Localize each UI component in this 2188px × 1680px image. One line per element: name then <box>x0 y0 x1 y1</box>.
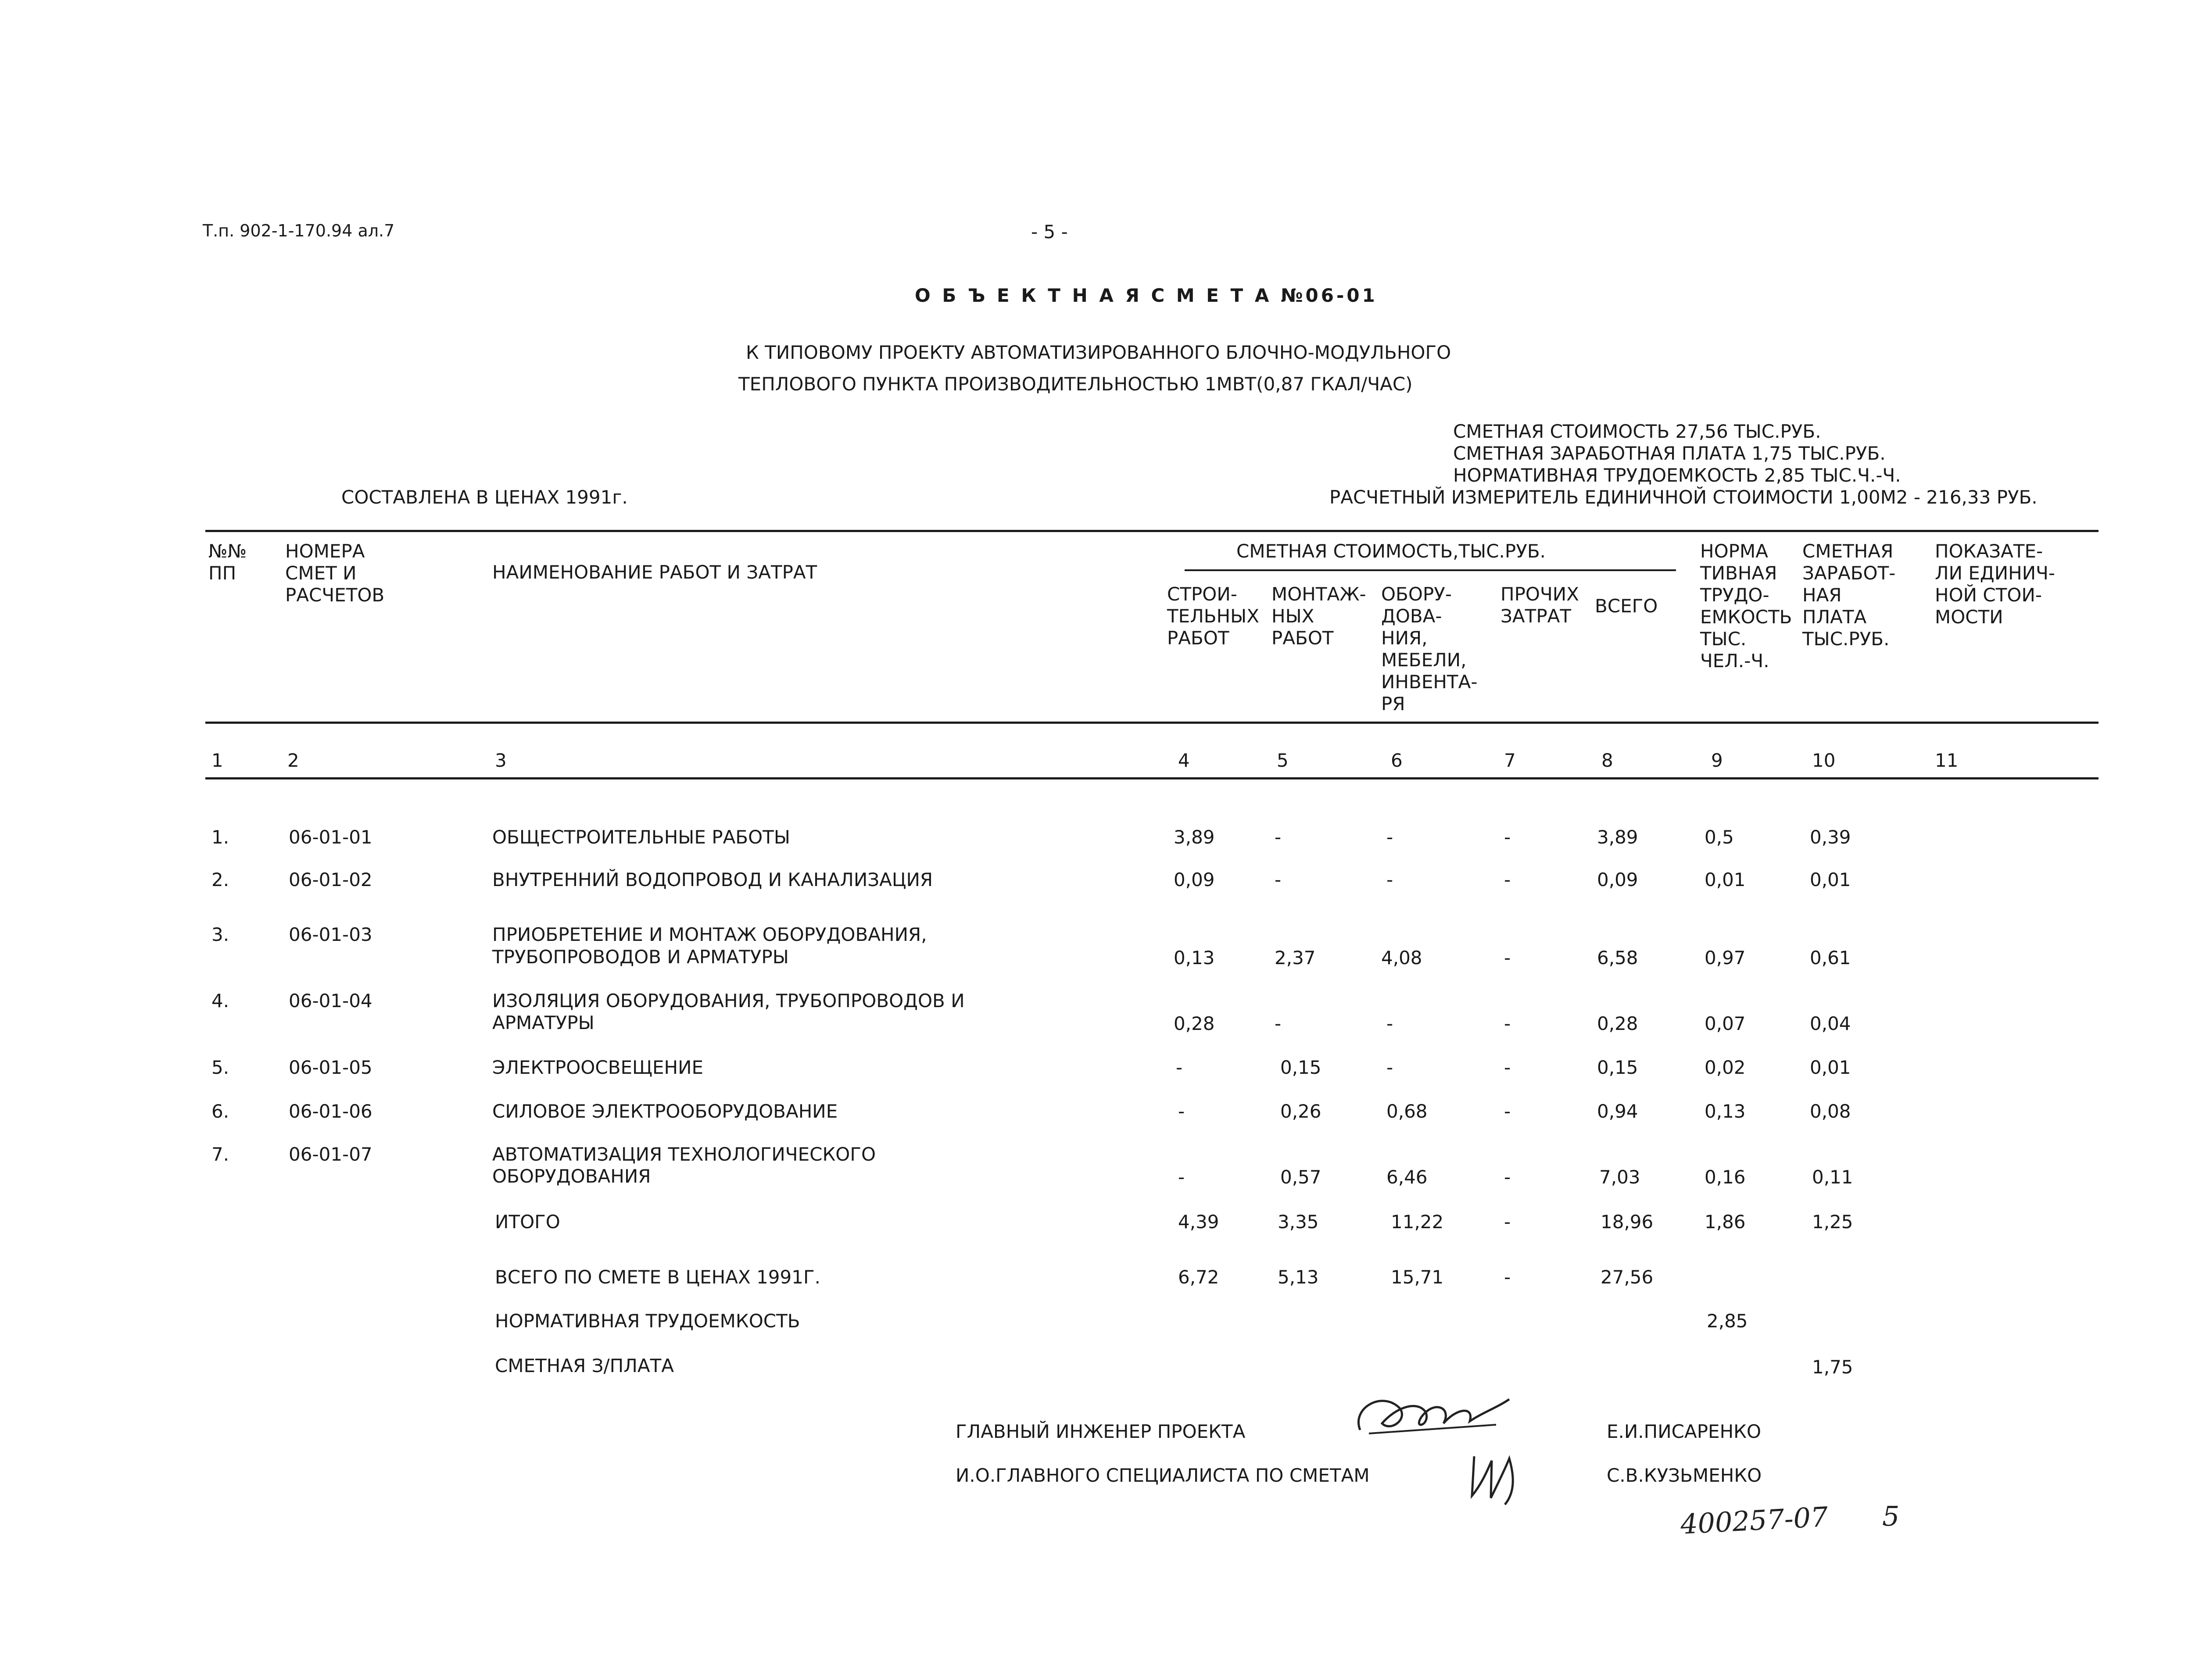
prices-note: СОСТАВЛЕНА В ЦЕНАХ 1991г. <box>341 486 628 508</box>
col-number: 4 <box>1178 750 1190 771</box>
row-total: 7,03 <box>1599 1166 1640 1188</box>
itogo-total: 18,96 <box>1601 1211 1654 1233</box>
row-code: 06-01-05 <box>289 1057 372 1078</box>
row-code: 06-01-06 <box>289 1101 372 1122</box>
row-wage: 0,61 <box>1810 947 1851 969</box>
vsego-total: 27,56 <box>1601 1266 1654 1288</box>
row-wage: 0,01 <box>1810 869 1851 890</box>
col-header-name: НАИМЕНОВАНИЕ РАБОТ И ЗАТРАТ <box>492 561 817 583</box>
row-build: - <box>1176 1057 1183 1078</box>
row-name: АВТОМАТИЗАЦИЯ ТЕХНОЛОГИЧЕСКОГО <box>492 1144 876 1165</box>
itogo-other: - <box>1504 1211 1511 1233</box>
col-header-build: СТРОИ- ТЕЛЬНЫХ РАБОТ <box>1167 583 1259 649</box>
chief-engineer-name: Е.И.ПИСАРЕНКО <box>1607 1421 1762 1442</box>
col-number: 8 <box>1601 750 1613 771</box>
estimates-specialist-name: С.В.КУЗЬМЕНКО <box>1607 1465 1762 1486</box>
col-header-mount: МОНТАЖ- НЫХ РАБОТ <box>1271 583 1366 649</box>
row-build: 0,13 <box>1174 947 1215 969</box>
handwritten-page-number: 5 <box>1882 1500 1900 1532</box>
itogo-mount: 3,35 <box>1278 1211 1319 1233</box>
row-other: - <box>1504 1013 1511 1034</box>
col-number: 1 <box>211 750 223 771</box>
row-num: 4. <box>211 990 229 1012</box>
row-equip: - <box>1386 1013 1393 1034</box>
summary-wage: СМЕТНАЯ ЗАРАБОТНАЯ ПЛАТА 1,75 ТЫС.РУБ. <box>1453 443 1886 464</box>
doc-reference: Т.п. 902-1-170.94 ал.7 <box>203 221 395 240</box>
row-other: - <box>1504 826 1511 848</box>
labor-line-value: 2,85 <box>1707 1310 1748 1332</box>
chief-engineer-signature <box>1351 1382 1518 1448</box>
col-header-equip: ОБОРУ- ДОВА- НИЯ, МЕБЕЛИ, ИНВЕНТА- РЯ <box>1381 583 1478 715</box>
vsego-other: - <box>1504 1266 1511 1288</box>
row-labor: 0,16 <box>1705 1166 1746 1188</box>
vsego-mount: 5,13 <box>1278 1266 1319 1288</box>
itogo-labor: 1,86 <box>1705 1211 1746 1233</box>
row-other: - <box>1504 1166 1511 1188</box>
row-mount: 2,37 <box>1275 947 1316 969</box>
itogo-wage: 1,25 <box>1812 1211 1853 1233</box>
wage-line-label: СМЕТНАЯ З/ПЛАТА <box>495 1355 674 1376</box>
col-number: 6 <box>1391 750 1403 771</box>
row-num: 7. <box>211 1144 229 1165</box>
row-mount: - <box>1275 1013 1282 1034</box>
itogo-equip: 11,22 <box>1391 1211 1444 1233</box>
row-labor: 0,13 <box>1705 1101 1746 1122</box>
col-number: 7 <box>1504 750 1516 771</box>
col-number: 3 <box>495 750 507 771</box>
row-name-cont: ОБОРУДОВАНИЯ <box>492 1165 651 1187</box>
row-num: 5. <box>211 1057 229 1078</box>
column-numbers-rule <box>205 777 2098 779</box>
vsego-build: 6,72 <box>1178 1266 1219 1288</box>
itogo-build: 4,39 <box>1178 1211 1219 1233</box>
summary-unit-cost: РАСЧЕТНЫЙ ИЗМЕРИТЕЛЬ ЕДИНИЧНОЙ СТОИМОСТИ 1,00М2 - 216,33 РУБ. <box>1329 486 2038 508</box>
col-header-labor: НОРМА ТИВНАЯ ТРУДО- ЕМКОСТЬ ТЫС. ЧЕЛ.-Ч. <box>1700 540 1792 672</box>
wage-line-value: 1,75 <box>1812 1356 1853 1378</box>
labor-line-label: НОРМАТИВНАЯ ТРУДОЕМКОСТЬ <box>495 1310 800 1332</box>
document-subtitle-2: ТЕПЛОВОГО ПУНКТА ПРОИЗВОДИТЕЛЬНОСТЬЮ 1МВТ(0,87 ГКАЛ/ЧАС) <box>738 373 1413 395</box>
row-mount: - <box>1275 869 1282 890</box>
row-mount: 0,15 <box>1280 1057 1321 1078</box>
row-wage: 0,39 <box>1810 826 1851 848</box>
row-labor: 0,07 <box>1705 1013 1746 1034</box>
row-total: 0,15 <box>1597 1057 1638 1078</box>
row-code: 06-01-01 <box>289 826 372 848</box>
col-header-total: ВСЕГО <box>1595 595 1658 617</box>
row-total: 0,94 <box>1597 1101 1638 1122</box>
col-header-wage: СМЕТНАЯ ЗАРАБОТ- НАЯ ПЛАТА ТЫС.РУБ. <box>1802 540 1896 650</box>
row-other: - <box>1504 869 1511 890</box>
row-name: ПРИОБРЕТЕНИЕ И МОНТАЖ ОБОРУДОВАНИЯ, <box>492 924 927 945</box>
row-wage: 0,11 <box>1812 1166 1853 1188</box>
row-total: 0,09 <box>1597 869 1638 890</box>
page-number: - 5 - <box>1031 221 1068 243</box>
row-code: 06-01-03 <box>289 924 372 945</box>
row-build: - <box>1178 1166 1185 1188</box>
row-name: СИЛОВОЕ ЭЛЕКТРООБОРУДОВАНИЕ <box>492 1101 838 1122</box>
row-mount: 0,26 <box>1280 1101 1321 1122</box>
document-subtitle-1: К ТИПОВОМУ ПРОЕКТУ АВТОМАТИЗИРОВАННОГО БЛОЧНО-МОДУЛЬНОГО <box>746 342 1451 363</box>
col-number: 9 <box>1711 750 1723 771</box>
col-header-index: ПОКАЗАТЕ- ЛИ ЕДИНИЧ- НОЙ СТОИ- МОСТИ <box>1935 540 2056 628</box>
row-name: ВНУТРЕННИЙ ВОДОПРОВОД И КАНАЛИЗАЦИЯ <box>492 869 933 890</box>
row-build: 0,09 <box>1174 869 1215 890</box>
row-total: 3,89 <box>1597 826 1638 848</box>
col-number: 11 <box>1935 750 1959 771</box>
row-build: 3,89 <box>1174 826 1215 848</box>
col-header-num: №№ ПП <box>208 540 247 584</box>
col-header-group: СМЕТНАЯ СТОИМОСТЬ,ТЫС.РУБ. <box>1236 540 1546 562</box>
row-code: 06-01-02 <box>289 869 372 890</box>
vsego-label: ВСЕГО ПО СМЕТЕ В ЦЕНАХ 1991Г. <box>495 1266 820 1288</box>
row-total: 6,58 <box>1597 947 1638 969</box>
row-name-cont: ТРУБОПРОВОДОВ И АРМАТУРЫ <box>492 946 789 968</box>
row-name: ЭЛЕКТРООСВЕЩЕНИЕ <box>492 1057 704 1078</box>
row-code: 06-01-07 <box>289 1144 372 1165</box>
col-number: 5 <box>1277 750 1289 771</box>
row-num: 6. <box>211 1101 229 1122</box>
row-name-cont: АРМАТУРЫ <box>492 1012 594 1033</box>
row-build: - <box>1178 1101 1185 1122</box>
row-labor: 0,01 <box>1705 869 1746 890</box>
estimates-specialist-title: И.О.ГЛАВНОГО СПЕЦИАЛИСТА ПО СМЕТАМ <box>956 1465 1370 1486</box>
row-equip: - <box>1386 869 1393 890</box>
col-number: 10 <box>1812 750 1836 771</box>
row-num: 2. <box>211 869 229 890</box>
row-num: 3. <box>211 924 229 945</box>
group-header-rule <box>1185 569 1676 571</box>
itogo-label: ИТОГО <box>495 1211 560 1233</box>
header-bottom-rule <box>205 722 2098 724</box>
document-title: О Б Ъ Е К Т Н А Я С М Е Т А №06-01 <box>915 285 1378 306</box>
row-equip: 0,68 <box>1386 1101 1428 1122</box>
estimates-specialist-signature <box>1465 1443 1527 1509</box>
handwritten-archive-code: 400257-07 <box>1679 1501 1829 1541</box>
row-labor: 0,02 <box>1705 1057 1746 1078</box>
row-name: ОБЩЕСТРОИТЕЛЬНЫЕ РАБОТЫ <box>492 826 790 848</box>
row-equip: 6,46 <box>1386 1166 1428 1188</box>
col-header-codes: НОМЕРА СМЕТ И РАСЧЕТОВ <box>285 540 385 606</box>
row-labor: 0,97 <box>1705 947 1746 969</box>
summary-cost: СМЕТНАЯ СТОИМОСТЬ 27,56 ТЫС.РУБ. <box>1453 421 1821 442</box>
row-code: 06-01-04 <box>289 990 372 1012</box>
row-total: 0,28 <box>1597 1013 1638 1034</box>
row-wage: 0,04 <box>1810 1013 1851 1034</box>
row-other: - <box>1504 1057 1511 1078</box>
row-other: - <box>1504 947 1511 969</box>
vsego-equip: 15,71 <box>1391 1266 1444 1288</box>
col-header-other: ПРОЧИХ ЗАТРАТ <box>1500 583 1579 627</box>
chief-engineer-title: ГЛАВНЫЙ ИНЖЕНЕР ПРОЕКТА <box>956 1421 1246 1442</box>
row-mount: 0,57 <box>1280 1166 1321 1188</box>
summary-labor: НОРМАТИВНАЯ ТРУДОЕМКОСТЬ 2,85 ТЫС.Ч.-Ч. <box>1453 465 1901 486</box>
row-wage: 0,08 <box>1810 1101 1851 1122</box>
row-equip: - <box>1386 826 1393 848</box>
table-top-rule <box>205 530 2098 532</box>
row-mount: - <box>1275 826 1282 848</box>
row-build: 0,28 <box>1174 1013 1215 1034</box>
row-name: ИЗОЛЯЦИЯ ОБОРУДОВАНИЯ, ТРУБОПРОВОДОВ И <box>492 990 965 1012</box>
row-num: 1. <box>211 826 229 848</box>
col-number: 2 <box>287 750 299 771</box>
row-equip: 4,08 <box>1381 947 1422 969</box>
row-other: - <box>1504 1101 1511 1122</box>
row-labor: 0,5 <box>1705 826 1734 848</box>
row-wage: 0,01 <box>1810 1057 1851 1078</box>
row-equip: - <box>1386 1057 1393 1078</box>
